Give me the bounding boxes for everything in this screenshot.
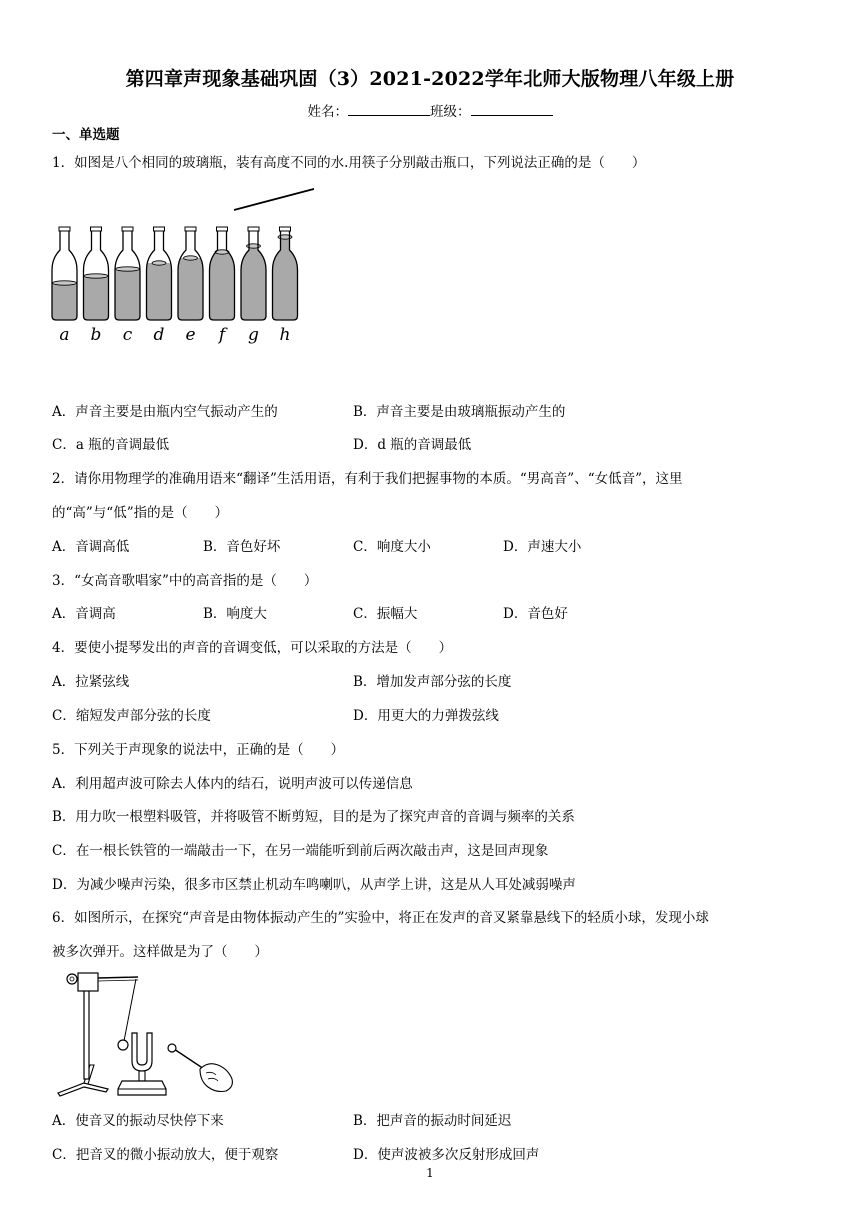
bottle-label-g: g	[248, 325, 259, 345]
bottle-lip-e	[185, 227, 196, 231]
bottle-label-d: d	[153, 325, 165, 345]
bottle-label-c: c	[122, 325, 133, 345]
page-number: 1	[426, 1166, 434, 1180]
stand-arm	[98, 977, 138, 978]
q3-option-a[interactable]: A．音调高	[52, 606, 116, 622]
bottle-water-b	[82, 276, 111, 322]
q3-option-c[interactable]: C．振幅大	[353, 606, 418, 622]
pendulum-thread	[124, 979, 136, 1041]
class-blank[interactable]	[471, 103, 553, 116]
q2-option-d[interactable]: D．声速大小	[503, 539, 582, 555]
name-label: 姓名：	[307, 104, 348, 120]
q4-option-d[interactable]: D．用更大的力弹拨弦线	[353, 708, 499, 724]
q1-option-d[interactable]: D．d 瓶的音调最低	[353, 437, 472, 453]
bottle-water-d	[145, 263, 174, 322]
water-surface-d	[152, 261, 166, 265]
bottle-label-h: h	[279, 325, 291, 345]
bottle-lip-f	[217, 227, 228, 231]
hand	[200, 1064, 232, 1092]
tuning-fork-figure	[50, 965, 240, 1097]
stand-base	[58, 1083, 108, 1096]
q6-option-d[interactable]: D．使声波被多次反射形成回声	[353, 1147, 540, 1163]
water-surface-c	[116, 267, 140, 271]
bottle-label-b: b	[90, 325, 102, 345]
q2-stem-line1: 2．请你用物理学的准确用语来“翻译”生活用语，有利于我们把握事物的本质。“男高音”、“女低音”，这里	[52, 471, 683, 487]
q1-option-c[interactable]: C．a 瓶的音调最低	[52, 437, 170, 453]
bottle-water-e	[176, 258, 205, 322]
q6-stem-line2: 被多次弹开。这样做是为了（ ）	[52, 944, 268, 960]
q2-option-c[interactable]: C．响度大小	[353, 539, 431, 555]
q4-option-c[interactable]: C．缩短发声部分弦的长度	[52, 708, 211, 724]
bottle-lip-d	[154, 227, 165, 231]
q5-stem: 5．下列关于声现象的说法中，正确的是（ ）	[52, 742, 345, 758]
q3-option-d[interactable]: D．音色好	[503, 606, 568, 622]
bottle-label-e: e	[185, 325, 196, 345]
chopstick	[234, 185, 314, 210]
bottle-lip-c	[122, 227, 133, 231]
q6-stem-line1: 6．如图所示，在探究“声音是由物体振动产生的”实验中，将正在发声的音叉紧靠悬线下的轻质小球，发现小球	[52, 910, 709, 926]
stand-rod	[84, 985, 89, 1079]
q1-option-b[interactable]: B．声音主要是由玻璃瓶振动产生的	[353, 404, 566, 420]
q4-option-a[interactable]: A．拉紧弦线	[52, 674, 130, 690]
name-blank[interactable]	[348, 103, 430, 116]
q5-option-b[interactable]: B．用力吹一根塑料吸管，并将吸管不断剪短，目的是为了探究声音的音调与频率的关系	[52, 809, 575, 825]
bottle-water-h	[271, 237, 300, 322]
q3-option-b[interactable]: B．响度大	[203, 606, 267, 622]
water-surface-e	[184, 256, 198, 260]
q2-option-a[interactable]: A．音调高低	[52, 539, 130, 555]
class-label: 班级：	[430, 104, 471, 120]
q5-option-a[interactable]: A．利用超声波可除去人体内的结石，说明声波可以传递信息	[52, 776, 413, 792]
q4-stem: 4．要使小提琴发出的声音的音调变低，可以采取的方法是（ ）	[52, 640, 453, 656]
section-heading: 一、单选题	[52, 127, 120, 143]
resonator-box	[118, 1081, 166, 1095]
q1-option-a[interactable]: A．声音主要是由瓶内空气振动产生的	[52, 404, 278, 420]
q6-option-a[interactable]: A．使音叉的振动尽快停下来	[52, 1113, 224, 1129]
stand-clamp	[78, 973, 98, 991]
q3-stem: 3．“女高音歌唱家”中的高音指的是（ ）	[52, 573, 318, 589]
q2-option-b[interactable]: B．音色好坏	[203, 539, 281, 555]
bottle-water-a	[50, 283, 79, 322]
q5-option-c[interactable]: C．在一根长铁管的一端敲击一下，在另一端能听到前后两次敲击声，这是回声现象	[52, 843, 549, 859]
bottle-lip-h	[280, 227, 291, 231]
q5-option-d[interactable]: D．为减少噪声污染，很多市区禁止机动车鸣喇叭，从声学上讲，这是从人耳处减弱噪声	[52, 877, 576, 893]
bottle-water-f	[208, 252, 237, 322]
page-title: 第四章声现象基础巩固（3）2021-2022学年北师大版物理八年级上册	[125, 68, 735, 90]
q4-option-b[interactable]: B．增加发声部分弦的长度	[353, 674, 512, 690]
bottles-figure	[44, 180, 314, 355]
q6-option-c[interactable]: C．把音叉的微小振动放大，便于观察	[52, 1147, 279, 1163]
pendulum-ball	[118, 1040, 128, 1050]
bottle-label-a: a	[59, 325, 70, 345]
bottle-water-c	[113, 269, 142, 322]
mallet-head	[168, 1044, 176, 1052]
bottle-label-f: f	[218, 325, 226, 345]
tuning-fork	[132, 1033, 152, 1071]
q1-stem: 1．如图是八个相同的玻璃瓶，装有高度不同的水.用筷子分别敲击瓶口，下列说法正确的是（ ）	[52, 155, 646, 171]
q6-option-b[interactable]: B．把声音的振动时间延迟	[353, 1113, 512, 1129]
q2-stem-line2: 的“高”与“低”指的是（ ）	[52, 505, 229, 521]
bottle-lip-a	[59, 227, 70, 231]
water-surface-b	[84, 274, 108, 278]
bottle-lip-g	[248, 227, 259, 231]
name-class-row	[0, 100, 860, 120]
bottle-lip-b	[91, 227, 102, 231]
water-surface-a	[53, 281, 77, 285]
